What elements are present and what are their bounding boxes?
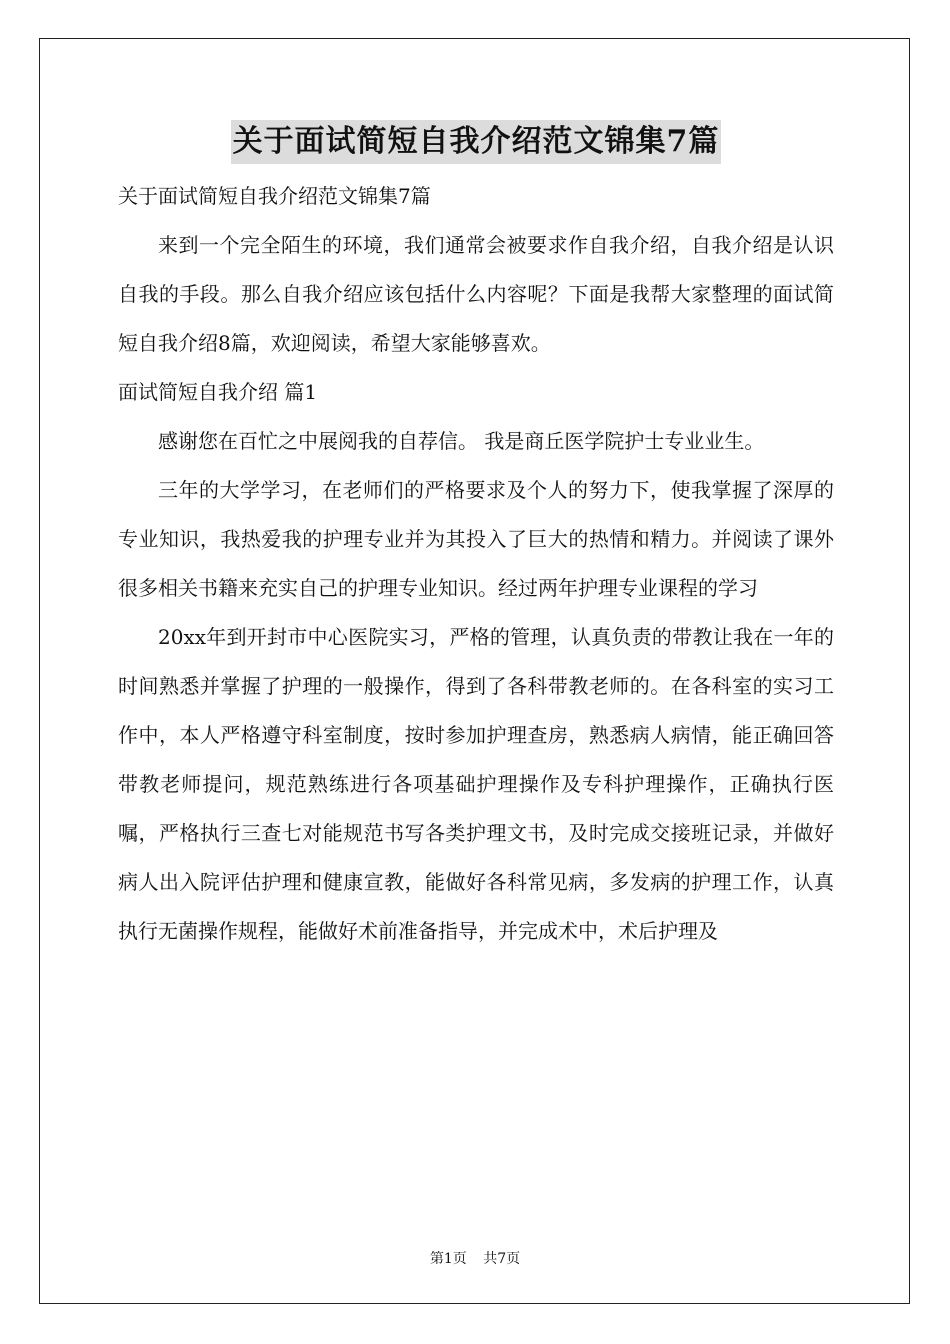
body-paragraph-2: 三年的大学学习，在老师们的严格要求及个人的努力下，使我掌握了深厚的专业知识，我热爱我的护理专业并为其投入了巨大的热情和精力。并阅读了课外很多相关书籍来充实自己的护理专业知识。经过两年护理专业课程的学习: [118, 478, 834, 600]
page-number-current: 第1页: [429, 1251, 467, 1267]
document-title: 关于面试简短自我介绍范文锦集7篇: [231, 120, 722, 164]
page-footer: [0, 1248, 950, 1268]
title-block: [118, 120, 834, 172]
intro-paragraph: 来到一个完全陌生的环境，我们通常会被要求作自我介绍，自我介绍是认识自我的手段。那么自我介绍应该包括什么内容呢？下面是我帮大家整理的面试简短自我介绍8篇，欢迎阅读，希望大家能够喜欢。: [118, 233, 834, 355]
page-number-total: 共7页: [483, 1251, 521, 1267]
body-paragraph-1: 感谢您在百忙之中展阅我的自荐信。 我是商丘医学院护士专业业生。: [158, 429, 765, 453]
document-subtitle: 关于面试简短自我介绍范文锦集7篇: [118, 184, 431, 208]
body-paragraph-3: 20xx年到开封市中心医院实习，严格的管理，认真负责的带教让我在一年的时间熟悉并掌握了护理的一般操作，得到了各科带教老师的。在各科室的实习工作中，本人严格遵守科室制度，按时参加护理查房，熟悉病人病情，能正确回答带教老师提问，规范熟练进行各项基础护理操作及专科护理操作，正确执行医嘱，严格执行三查七对能规范书写各类护理文书，及时完成交接班记录，并做好病人出入院评估护理和健康宣教，能做好各科常见病，多发病的护理工作，认真执行无菌操作规程，能做好术前准备指导，并完成术中，术后护理及: [118, 625, 834, 943]
document-body: [118, 120, 834, 956]
section-heading: 面试简短自我介绍 篇1: [118, 380, 318, 404]
